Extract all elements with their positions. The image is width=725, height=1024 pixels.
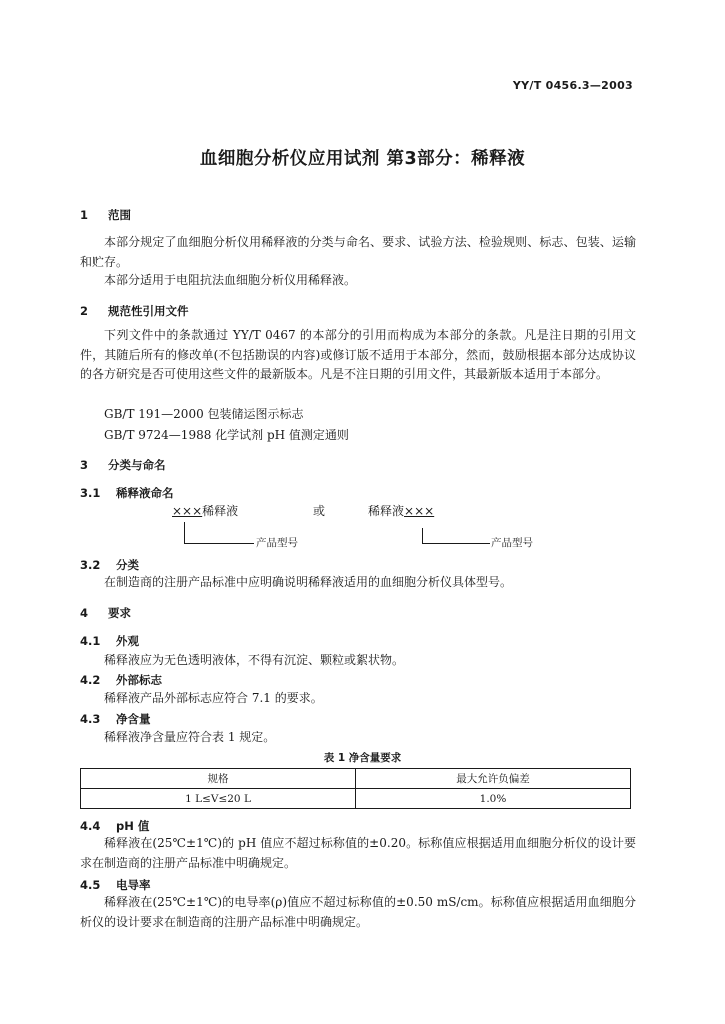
subsection-title: 净含量	[116, 712, 151, 726]
subsection-title: 电导率	[116, 878, 151, 892]
section-2-paragraph: 下列文件中的条款通过 YY/T 0467 的本部分的引用而构成为本部分的条款。凡是注日期的引用文件，其随后所有的修改单(不包括勘误的内容)或修订版不适用于本部分，然而，鼓励根据本部分达成协议的各方研究是否可使用这些文件的最新版本。凡是不注日期的引用文件，其最新版本适用于本部分。	[80, 328, 636, 381]
standard-number: YY/T 0456.3—2003	[512, 79, 633, 92]
product-model-label-left: 产品型号	[256, 537, 298, 549]
section-number: 2	[80, 304, 89, 318]
subsection-number: 3.1	[80, 486, 101, 500]
table-1-caption: 表 1 净含量要求	[323, 752, 402, 764]
subsection-3-1-heading	[80, 485, 174, 501]
subsection-title: 外观	[116, 634, 139, 648]
naming-left-mark: ×××	[172, 504, 203, 518]
subsection-number: 4.3	[80, 712, 101, 726]
page-title: 血细胞分析仪应用试剂 第3部分：稀释液	[199, 149, 526, 169]
subsection-number: 4.4	[80, 819, 101, 833]
naming-or: 或	[313, 504, 326, 518]
section-number: 3	[80, 458, 89, 472]
table-header-cell: 规格	[81, 769, 356, 789]
section-title: 分类与命名	[108, 458, 166, 472]
subsection-4-2-heading	[80, 672, 162, 688]
subsection-3-2-heading	[80, 557, 139, 573]
section-number: 4	[80, 606, 89, 620]
bracket-horizontal-left	[184, 543, 254, 544]
section-4-heading	[80, 605, 131, 621]
subsection-4-1-text: 稀释液应为无色透明液体，不得有沉淀、颗粒或絮状物。	[104, 653, 405, 667]
section-1-heading	[80, 207, 131, 223]
subsection-4-3-heading	[80, 711, 151, 727]
normative-reference-1: GB/T 191—2000 包装储运图示标志	[104, 407, 304, 421]
subsection-4-1-heading	[80, 633, 139, 649]
bracket-vertical-right	[422, 528, 423, 543]
table-row	[81, 789, 631, 809]
bracket-horizontal-right	[422, 543, 490, 544]
naming-left-text: 稀释液	[202, 504, 239, 518]
table-cell: 1 L≤V≤20 L	[81, 789, 356, 809]
subsection-4-5-text: 稀释液在(25℃±1℃)的电导率(ρ)值应不超过标称值的±0.50 mS/cm。标称值应根据适用血细胞分析仪的设计要求在制造商的注册产品标准中明确规定。	[80, 895, 636, 929]
subsection-number: 4.1	[80, 634, 101, 648]
naming-right-text: 稀释液	[368, 504, 405, 518]
section-number: 1	[80, 208, 89, 222]
table-1	[80, 768, 631, 809]
table-header-cell: 最大允许负偏差	[356, 769, 631, 789]
section-2-heading	[80, 303, 189, 319]
subsection-number: 4.5	[80, 878, 101, 892]
subsection-4-3-text: 稀释液净含量应符合表 1 规定。	[104, 730, 276, 744]
naming-right-mark: ×××	[404, 504, 435, 518]
naming-left	[172, 502, 238, 521]
section-title: 范围	[108, 208, 131, 222]
subsection-4-2-text: 稀释液产品外部标志应符合 7.1 的要求。	[104, 691, 323, 705]
product-model-label-right: 产品型号	[491, 537, 533, 549]
subsection-title: 分类	[116, 558, 139, 572]
subsection-3-2-text: 在制造商的注册产品标准中应明确说明稀释液适用的血细胞分析仪具体型号。	[104, 575, 513, 589]
subsection-number: 4.2	[80, 673, 101, 687]
subsection-4-4-heading	[80, 818, 149, 834]
section-title: 规范性引用文件	[108, 304, 189, 318]
section-1-paragraph-1: 本部分规定了血细胞分析仪用稀释液的分类与命名、要求、试验方法、检验规则、标志、包装、运输和贮存。	[80, 235, 636, 269]
table-cell: 1.0%	[356, 789, 631, 809]
normative-reference-2: GB/T 9724—1988 化学试剂 pH 值测定通则	[104, 428, 349, 442]
subsection-title: 外部标志	[116, 673, 162, 687]
naming-right	[368, 502, 434, 521]
subsection-title: 稀释液命名	[116, 486, 174, 500]
subsection-4-4-text: 稀释液在(25℃±1℃)的 pH 值应不超过标称值的±0.20。标称值应根据适用血细胞分析仪的设计要求在制造商的注册产品标准中明确规定。	[80, 836, 636, 870]
section-1-paragraph-2: 本部分适用于电阻抗法血细胞分析仪用稀释液。	[104, 273, 357, 287]
table-header-row	[81, 769, 631, 789]
subsection-title: pH 值	[116, 819, 150, 833]
subsection-4-5-heading	[80, 877, 151, 893]
bracket-vertical-left	[184, 522, 185, 543]
section-title: 要求	[108, 606, 131, 620]
subsection-number: 3.2	[80, 558, 101, 572]
section-3-heading	[80, 457, 166, 473]
